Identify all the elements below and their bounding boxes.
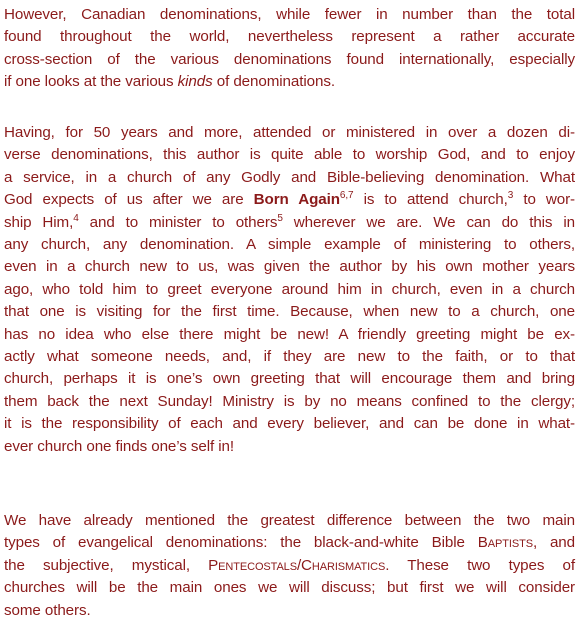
- text-segment: even in a church new to us, was given the author by his own mother years: [4, 258, 575, 276]
- text-segment: them back the next Sunday! Ministry is by no means confined to the clergy;: [4, 392, 575, 410]
- text-segment: , and: [532, 534, 575, 552]
- text-line: [4, 368, 575, 390]
- text-segment: any church, any denomination. A simple example of ministering to others,: [4, 236, 575, 253]
- text-line: [4, 600, 91, 622]
- text-line: [4, 144, 575, 166]
- text-line: [4, 234, 575, 256]
- text-line: [4, 256, 575, 278]
- text-line: [4, 167, 575, 189]
- text-segment: We have already mentioned the greatest difference between the two main: [4, 512, 575, 529]
- text-segment: cross-section of the various denominations found internationally, especially: [4, 50, 575, 68]
- text-segment: church, perhaps it is one’s own greeting that will encourage them and bring: [4, 370, 575, 388]
- text-line: [4, 301, 575, 323]
- text-line: [4, 532, 575, 554]
- text-line: [4, 324, 575, 346]
- text-segment: is to attend church,: [353, 191, 508, 209]
- text-line: [4, 413, 575, 435]
- italic-phrase: kinds: [177, 73, 213, 91]
- text-segment: has no idea who else there might be new! A friendly greeting might be ex-: [4, 325, 575, 343]
- text-segment: ship Him,: [4, 213, 74, 231]
- text-segment: . These two types of: [385, 556, 576, 574]
- text-segment: wherever we are. We can do this in: [282, 213, 575, 231]
- text-segment: a service, in a church of any Godly and Bible-believing denomination. What: [4, 168, 575, 186]
- footnote-ref: 6,7: [339, 190, 354, 202]
- text-line: [4, 189, 575, 211]
- text-segment: types of evangelical denominations: the black-and-white Bible: [4, 534, 478, 552]
- text-segment: that one is visiting for the first time. Because, when new to a church, one: [4, 303, 575, 321]
- text-segment: Having, for 50 years and more, attended or ministered in over a dozen di-: [4, 124, 575, 141]
- text-line: [4, 71, 335, 93]
- small-caps-phrase: Pentecostals/Charismatics: [208, 556, 386, 574]
- text-line: [4, 555, 575, 577]
- text-segment: some others.: [4, 601, 91, 619]
- text-line: [4, 391, 575, 413]
- text-line: [4, 4, 575, 26]
- text-line: [4, 577, 575, 599]
- text-line: [4, 279, 575, 301]
- text-segment: verse denominations, this author is quite able to worship God, and to enjoy: [4, 146, 575, 164]
- text-line: [4, 26, 575, 48]
- text-segment: ever church one finds one’s self in!: [4, 437, 234, 455]
- text-line: [4, 49, 575, 71]
- footnote-ref: 5: [277, 212, 283, 224]
- text-segment: However, Canadian denominations, while fewer in number than the total: [4, 6, 575, 23]
- text-line: [4, 122, 575, 144]
- text-line: [4, 510, 575, 532]
- text-segment: of denominations.: [212, 73, 335, 91]
- bold-phrase: Born Again: [253, 191, 340, 209]
- text-segment: actly what someone needs, and, if they are new to the faith, or to that: [4, 348, 575, 365]
- text-segment: to wor-: [513, 191, 575, 209]
- text-segment: it is the responsibility of each and every believer, and can be done in what-: [4, 415, 575, 433]
- text-line: [4, 346, 575, 368]
- text-segment: found throughout the world, nevertheless represent a rather accurate: [4, 28, 575, 46]
- footnote-ref: 3: [507, 190, 514, 202]
- small-caps-phrase: Baptists: [477, 534, 533, 552]
- text-line: [4, 212, 575, 234]
- text-segment: if one looks at the various: [4, 73, 178, 91]
- text-segment: the subjective, mystical,: [4, 556, 209, 574]
- text-line: [4, 436, 234, 458]
- footnote-ref: 4: [73, 212, 79, 224]
- text-segment: God expects of us after we are: [4, 191, 254, 209]
- text-segment: churches will be the main ones we will discuss; but first we will consider: [4, 579, 575, 597]
- text-segment: and to minister to others: [78, 213, 278, 231]
- text-segment: ago, who told him to greet everyone around him in church, even in a church: [4, 280, 575, 298]
